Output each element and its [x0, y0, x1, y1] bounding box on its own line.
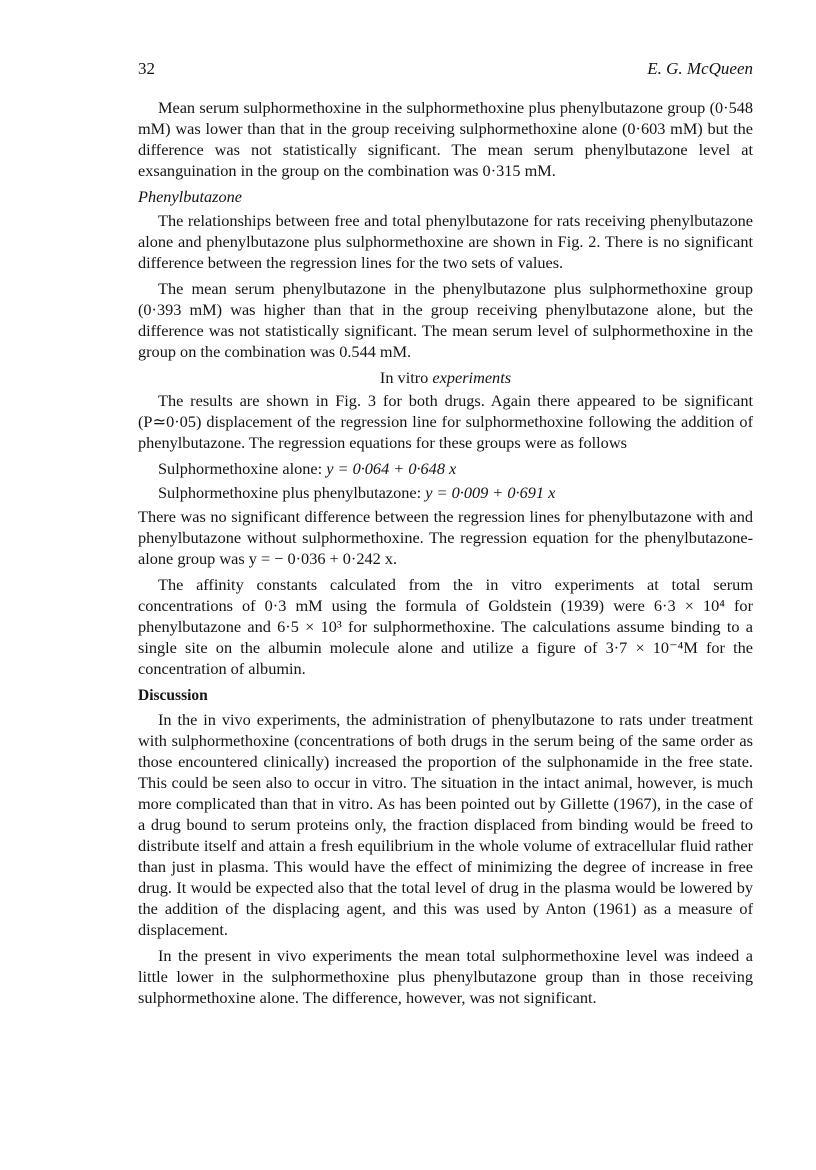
paragraph: The results are shown in Fig. 3 for both drugs. Again there appeared to be significant (P≃0·05) displacement of the regression line for sulphormethoxine following the addition of phenylbutazone. The regression equations for these groups were as follows [138, 391, 753, 452]
subheading-suffix: experiments [432, 368, 512, 387]
paragraph: The mean serum phenylbutazone in the phenylbutazone plus sulphormethoxine group (0·393 mM) was higher than that in the group receiving phenylbutazone alone, but the difference was not statistically significant. The mean serum level of sulphormethoxine in the group on the combination was 0.544 mM. [138, 279, 753, 361]
paragraph: There was no significant difference between the regression lines for phenylbutazone with and phenylbutazone without sulphormethoxine. The regression equation for the phenylbutazone-alone group was y = − 0·036 + 0·242 x. [138, 507, 753, 568]
section-heading-discussion: Discussion [138, 687, 208, 704]
running-author: E. G. McQueen [647, 59, 753, 78]
page-number: 32 [138, 59, 155, 78]
paragraph: In the in vivo experiments, the administration of phenylbutazone to rats under treatment with sulphormethoxine (concentrations of both drugs in the serum being of the same order as those encountered clinically) increased the proportion of the sulphonamide in the free state. This could be seen also to occur in vitro. The situation in the intact animal, however, is much more complicated than that in vitro. As has been pointed out by Gillette (1967), in the case of a drug bound to serum proteins only, the fraction displaced from binding would be freed to distribute itself and attain a fresh equilibrium in the whole volume of extracellular fluid rather than just in plasma. This would have the effect of minimizing the degree of increase in free drug. It would be expected also that the total level of drug in the plasma would be lowered by the addition of the displacing agent, and this was used by Anton (1961) as a measure of displacement. [138, 710, 753, 939]
subheading-prefix: In vitro [379, 368, 429, 387]
paragraph: In the present in vivo experiments the mean total sulphormethoxine level was indeed a little lower in the sulphormethoxine plus phenylbutazone group than in those receiving sulphormethoxine alone. The difference, however, was not significant. [138, 946, 753, 1007]
equation-label: Sulphormethoxine alone: [158, 459, 323, 478]
paragraph: The relationships between free and total phenylbutazone for rats receiving phenylbutazone alone and phenylbutazone plus sulphormethoxine are shown in Fig. 2. There is no significant difference between the regression lines for the two sets of values. [138, 211, 753, 272]
subheading-in-vitro [138, 367, 753, 388]
equation-formula: y = 0·064 + 0·648 x [326, 459, 457, 478]
subheading-phenylbutazone: Phenylbutazone [138, 187, 242, 206]
article-body [138, 97, 753, 1013]
running-header [138, 58, 753, 79]
equation-label: Sulphormethoxine plus phenylbutazone: [158, 483, 422, 502]
regression-equation-2 [158, 482, 753, 503]
paragraph: The affinity constants calculated from the in vitro experiments at total serum concentrations of 0·3 mM using the formula of Goldstein (1939) were 6·3 × 10⁴ for phenylbutazone and 6·5 × 10³ for sulphormethoxine. The calculations assume binding to a single site on the albumin molecule alone and utilize a figure of 3·7 × 10⁻⁴M for the concentration of albumin. [138, 575, 753, 678]
paragraph: Mean serum sulphormethoxine in the sulphormethoxine plus phenylbutazone group (0·548 mM) was lower than that in the group receiving sulphormethoxine alone (0·603 mM) but the difference was not statistically significant. The mean serum phenylbutazone level at exsanguination in the group on the combination was 0·315 mM. [138, 98, 753, 180]
regression-equation-1 [158, 458, 753, 479]
equation-formula: y = 0·009 + 0·691 x [425, 483, 556, 502]
